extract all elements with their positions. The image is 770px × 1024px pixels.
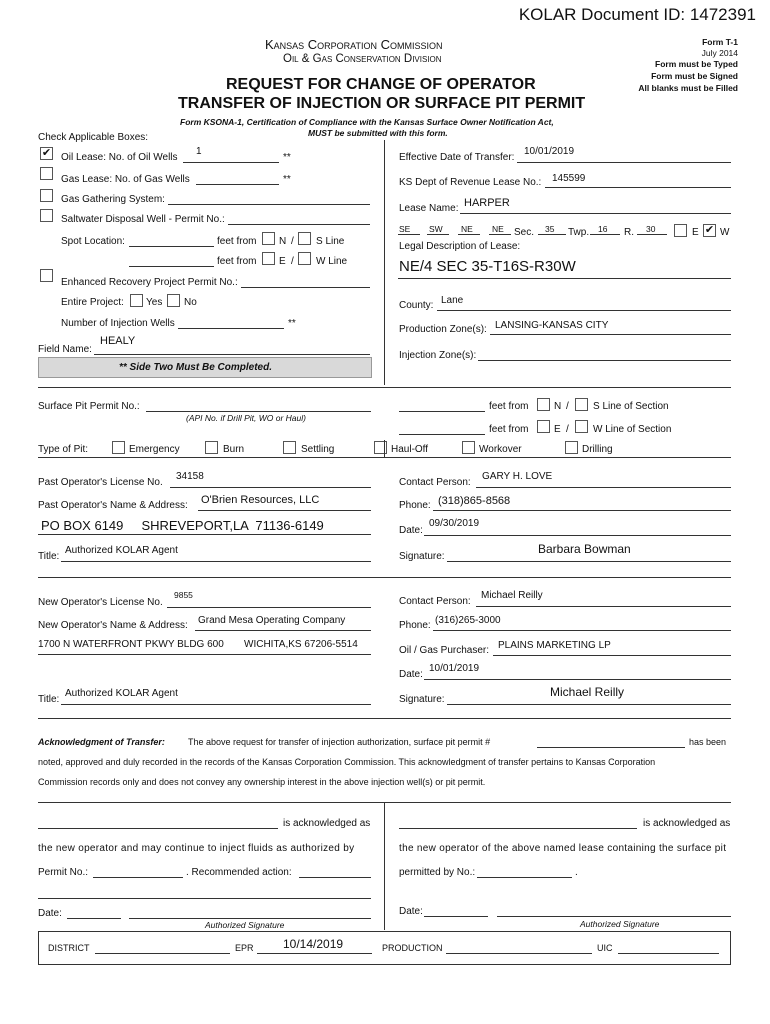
side-two-note: ** Side Two Must Be Completed. (119, 362, 272, 373)
oil-wells-field[interactable] (183, 162, 279, 163)
pit-workover-checkbox[interactable] (462, 441, 475, 454)
division-name: Oil & Gas Conservation Division (283, 53, 442, 65)
slash: / (291, 236, 294, 247)
ack-left-date-field[interactable] (67, 918, 121, 919)
gas-gathering-field[interactable] (168, 204, 370, 205)
new-ack-divider (38, 718, 731, 719)
spot-location-label: Spot Location: (61, 236, 125, 247)
injection-zone-label: Injection Zone(s): (399, 350, 477, 361)
spot-e-checkbox[interactable] (262, 252, 275, 265)
uic-field[interactable] (618, 953, 719, 954)
oil-lease-label: Oil Lease: No. of Oil Wells (61, 152, 178, 163)
pit-ew-feet-field[interactable] (399, 434, 485, 435)
past-name-field[interactable] (198, 510, 371, 511)
pit-e-label: E (554, 424, 561, 435)
pit-burn-checkbox[interactable] (205, 441, 218, 454)
pit-emergency-label: Emergency (129, 444, 180, 455)
effective-date-field[interactable] (517, 162, 731, 163)
gas-lease-checkbox[interactable] (40, 167, 53, 180)
note-filled: All blanks must be Filled (638, 83, 738, 93)
entire-project-no-checkbox[interactable] (167, 294, 180, 307)
slash: / (291, 256, 294, 267)
sec-field[interactable] (538, 234, 566, 235)
county-label: County: (399, 300, 434, 311)
past-license-label: Past Operator's License No. (38, 477, 163, 488)
production-label: PRODUCTION (382, 943, 443, 953)
pit-n-label: N (554, 401, 562, 412)
ack-left-auth-sig: Authorized Signature (205, 920, 285, 930)
new-signature-label: Signature: (399, 694, 445, 705)
ack-left-permit-field[interactable] (93, 877, 183, 878)
pit-drilling-label: Drilling (582, 444, 613, 455)
spot-e-label: E (279, 256, 286, 267)
injection-zone-field[interactable] (478, 360, 731, 361)
new-date-field[interactable] (424, 679, 731, 680)
eor-permit-field[interactable] (241, 287, 370, 288)
pit-w-label: W Line of Section (593, 424, 672, 435)
production-zone-field[interactable] (490, 334, 731, 335)
past-signature-value: Barbara Bowman (538, 542, 631, 556)
agency-name: Kansas Corporation Commission (265, 37, 443, 52)
spot-w-label: W Line (316, 256, 348, 267)
ack-left-recommended: . Recommended action: (186, 867, 292, 878)
new-license-value: 9855 (174, 590, 193, 600)
range-e-label: E (692, 227, 699, 238)
spot-w-checkbox[interactable] (298, 252, 311, 265)
spot-s-checkbox[interactable] (298, 232, 311, 245)
entire-project-no-label: No (184, 297, 197, 308)
past-signature-label: Signature: (399, 551, 445, 562)
new-title-value: Authorized KOLAR Agent (65, 688, 178, 699)
oil-lease-checkbox[interactable]: ✔ (41, 147, 52, 159)
new-date-value: 10/01/2019 (429, 663, 480, 674)
num-injection-wells-asterisks: ** (288, 318, 296, 329)
past-title-field[interactable] (61, 561, 371, 562)
gas-wells-field[interactable] (196, 184, 279, 185)
district-label: DISTRICT (48, 943, 90, 953)
quarter-2: SW (429, 224, 443, 234)
form-subtitle-2: MUST be submitted with this form. (308, 128, 448, 138)
past-title-value: Authorized KOLAR Agent (65, 545, 178, 556)
ack-heading: Acknowledgment of Transfer: (38, 737, 165, 747)
past-license-field[interactable] (170, 487, 371, 488)
ack-left-signature-field[interactable] (129, 918, 371, 919)
spot-ew-feet-from: feet from (217, 256, 257, 267)
past-date-field[interactable] (424, 535, 731, 536)
past-license-value: 34158 (176, 471, 204, 482)
past-title-label: Title: (38, 551, 60, 562)
ack-right-signature-field[interactable] (497, 916, 731, 917)
past-date-value: 09/30/2019 (429, 518, 480, 529)
past-contact-value: GARY H. LOVE (482, 471, 553, 482)
past-contact-field[interactable] (476, 487, 731, 488)
oil-wells-value: 1 (196, 146, 202, 157)
gas-wells-asterisks: ** (283, 174, 291, 185)
pit-workover-label: Workover (479, 444, 522, 455)
swd-label: Saltwater Disposal Well - Permit No.: (61, 214, 225, 225)
spot-n-checkbox[interactable] (262, 232, 275, 245)
new-purchaser-label: Oil / Gas Purchaser: (399, 645, 490, 656)
lease-no-field[interactable] (545, 187, 731, 188)
twp-field[interactable] (590, 234, 620, 235)
past-address-value: PO BOX 6149 SHREVEPORT,LA 71136-6149 (41, 518, 324, 533)
ack-right-permitted-by: permitted by No.: (399, 867, 476, 878)
effective-date-value: 10/01/2019 (524, 146, 575, 157)
past-phone-label: Phone: (399, 500, 431, 511)
quarter-1: SE (399, 224, 411, 234)
oil-wells-asterisks: ** (283, 152, 291, 163)
legal-desc-label: Legal Description of Lease: (399, 241, 521, 252)
pit-s-label: S Line of Section (593, 401, 669, 412)
new-contact-field[interactable] (476, 606, 731, 607)
check-applicable-label: Check Applicable Boxes: (38, 132, 149, 143)
spot-n-label: N (279, 236, 287, 247)
eor-label: Enhanced Recovery Project Permit No.: (61, 277, 238, 288)
eor-checkbox[interactable] (40, 269, 53, 282)
pit-type-divider (384, 440, 385, 458)
ack-right-auth-sig: Authorized Signature (580, 919, 660, 929)
new-address-2: WICHITA,KS 67206-5514 (244, 639, 358, 650)
gas-gathering-label: Gas Gathering System: (61, 194, 165, 205)
pit-api-note: (API No. if Drill Pit, WO or Haul) (186, 413, 306, 423)
pit-burn-label: Burn (223, 444, 245, 455)
pit-permit-field[interactable] (146, 411, 371, 412)
spot-ns-feet-from: feet from (217, 236, 257, 247)
new-phone-field[interactable] (433, 630, 731, 631)
new-address-1: 1700 N WATERFRONT PKWY BLDG 600 (38, 639, 224, 650)
pit-hauloff-label: Haul-Off (391, 444, 429, 455)
num-injection-wells-field[interactable] (178, 328, 284, 329)
twp-label: Twp. (568, 227, 590, 238)
entire-project-yes-checkbox[interactable] (130, 294, 143, 307)
document-id: KOLAR Document ID: 1472391 (518, 5, 756, 24)
gas-lease-label: Gas Lease: No. of Gas Wells (61, 174, 190, 185)
quarter-3-line[interactable] (458, 234, 480, 235)
slash: / (566, 424, 569, 435)
ack-text-1: The above request for transfer of injection authorization, surface pit permit # (188, 737, 491, 747)
past-phone-value: (318)865-8568 (438, 495, 511, 507)
range-field[interactable] (637, 234, 667, 235)
new-contact-label: Contact Person: (399, 596, 471, 607)
form-title-2: TRANSFER OF INJECTION OR SURFACE PIT PERMIT (178, 95, 586, 112)
field-name-value: HEALY (100, 335, 136, 347)
new-title-label: Title: (38, 694, 60, 705)
pit-e-checkbox[interactable] (537, 420, 550, 433)
form-title-1: REQUEST FOR CHANGE OF OPERATOR (226, 76, 536, 93)
note-signed: Form must be Signed (651, 71, 738, 81)
legal-desc-line[interactable] (398, 278, 731, 279)
twp-value: 16 (598, 224, 608, 234)
ack-text-1-end: has been (689, 737, 727, 747)
swd-permit-field[interactable] (228, 224, 370, 225)
past-contact-label: Contact Person: (399, 477, 471, 488)
entire-project-yes-label: Yes (146, 297, 163, 308)
lease-name-value: HARPER (464, 197, 510, 209)
new-phone-value: (316)265-3000 (435, 615, 501, 626)
field-name-label: Field Name: (38, 344, 92, 355)
new-purchaser-value: PLAINS MARKETING LP (498, 640, 611, 651)
new-signature-field[interactable] (447, 704, 731, 705)
form-subtitle-1: Form KSONA-1, Certification of Compliance with the Kansas Surface Owner Notification Act, (180, 117, 554, 127)
new-license-label: New Operator's License No. (38, 597, 163, 608)
section-divider (38, 387, 731, 388)
num-injection-wells-label: Number of Injection Wells (61, 318, 175, 329)
pit-drilling-checkbox[interactable] (565, 441, 578, 454)
range-w-label: W (720, 227, 730, 238)
ack-text-3: Commission records only and does not convey any ownership interest in the above injection well(s) or pit permit. (38, 777, 486, 787)
lease-name-label: Lease Name: (399, 203, 459, 214)
new-date-label: Date: (399, 669, 423, 680)
past-date-label: Date: (399, 525, 423, 536)
pit-permit-label: Surface Pit Permit No.: (38, 401, 140, 412)
lease-name-field[interactable] (460, 213, 731, 214)
ack-text-2: noted, approved and duly recorded in the records of the Kansas Corporation Commission. This acknowledgment of transfer pertains to Kansas Corporation (38, 757, 656, 767)
range-e-checkbox[interactable] (674, 224, 687, 237)
ack-left-action-field[interactable] (299, 877, 371, 878)
past-name-label: Past Operator's Name & Address: (38, 500, 188, 511)
entire-project-label: Entire Project: (61, 297, 124, 308)
lease-no-label: KS Dept of Revenue Lease No.: (399, 177, 542, 188)
lease-no-value: 145599 (552, 173, 586, 184)
county-field[interactable] (437, 310, 731, 311)
district-field[interactable] (95, 953, 230, 954)
epr-field[interactable] (257, 953, 372, 954)
new-title-field[interactable] (61, 704, 371, 705)
new-phone-label: Phone: (399, 620, 431, 631)
note-typed: Form must be Typed (655, 59, 738, 69)
ack-right-permitted-field[interactable] (477, 877, 572, 878)
ack-right-date-field[interactable] (424, 916, 488, 917)
new-signature-value: Michael Reilly (550, 685, 625, 699)
quarter-4: NE (492, 224, 504, 234)
new-purchaser-field[interactable] (493, 655, 731, 656)
ack-right-period: . (575, 867, 578, 878)
effective-date-label: Effective Date of Transfer: (399, 152, 515, 163)
county-value: Lane (441, 295, 464, 306)
sec-label: Sec. (514, 227, 535, 238)
ack-right-date-label: Date: (399, 906, 423, 917)
past-new-divider (38, 577, 731, 578)
past-signature-field[interactable] (447, 561, 731, 562)
pit-settling-label: Settling (301, 444, 335, 455)
ack-pit-permit-field[interactable] (537, 747, 685, 748)
pit-s-checkbox[interactable] (575, 398, 588, 411)
pit-ns-feet-from: feet from (489, 401, 529, 412)
past-phone-field[interactable] (433, 510, 731, 511)
legal-desc-value: NE/4 SEC 35-T16S-R30W (399, 258, 576, 275)
ack-left-operator-field[interactable] (38, 828, 278, 829)
quarter-2-line[interactable] (427, 234, 449, 235)
production-zone-value: LANSING-KANSAS CITY (495, 320, 609, 331)
new-contact-value: Michael Reilly (481, 590, 543, 601)
quarter-4-line[interactable] (489, 234, 511, 235)
spot-ns-feet-field[interactable] (129, 246, 214, 247)
range-label: R. (624, 227, 634, 238)
slash: / (566, 401, 569, 412)
epr-label: EPR (235, 943, 254, 953)
column-divider (384, 140, 385, 385)
production-field[interactable] (446, 953, 592, 954)
pit-ew-feet-from: feet from (489, 424, 529, 435)
ack-grid-middle (384, 802, 385, 930)
pit-w-checkbox[interactable] (575, 420, 588, 433)
ack-right-text: the new operator of the above named lease containing the surface pit (399, 843, 727, 854)
range-w-checkbox[interactable]: ✔ (704, 224, 715, 236)
past-name-value: O'Brien Resources, LLC (201, 494, 320, 506)
form-date: July 2014 (701, 48, 738, 58)
ack-left-date-label: Date: (38, 908, 62, 919)
new-license-field[interactable] (167, 607, 371, 608)
pit-n-checkbox[interactable] (537, 398, 550, 411)
new-name-value: Grand Mesa Operating Company (198, 615, 346, 626)
ack-left-is-ack: is acknowledged as (283, 818, 371, 829)
ack-right-is-ack: is acknowledged as (643, 818, 731, 829)
spot-ew-feet-field[interactable] (129, 266, 214, 267)
field-name-field[interactable] (94, 354, 370, 355)
new-name-label: New Operator's Name & Address: (38, 620, 188, 631)
uic-label: UIC (597, 943, 613, 953)
form-number: Form T-1 (702, 37, 738, 47)
pit-settling-checkbox[interactable] (283, 441, 296, 454)
pit-emergency-checkbox[interactable] (112, 441, 125, 454)
pit-ns-feet-field[interactable] (399, 411, 485, 412)
pit-type-label: Type of Pit: (38, 444, 89, 455)
pit-hauloff-checkbox[interactable] (374, 441, 387, 454)
new-name-field[interactable] (195, 630, 371, 631)
epr-date-value: 10/14/2019 (283, 937, 344, 951)
ack-left-text: the new operator and may continue to inject fluids as authorized by (38, 843, 355, 854)
quarter-3: NE (461, 224, 473, 234)
swd-checkbox[interactable] (40, 209, 53, 222)
gas-gathering-checkbox[interactable] (40, 189, 53, 202)
production-zone-label: Production Zone(s): (399, 324, 487, 335)
new-address-line[interactable] (38, 654, 371, 655)
range-value: 30 (646, 224, 656, 234)
sec-value: 35 (545, 224, 555, 234)
spot-s-label: S Line (316, 236, 345, 247)
ack-left-permit-label: Permit No.: (38, 867, 89, 878)
ack-right-operator-field[interactable] (399, 828, 637, 829)
ack-left-action-field-2[interactable] (38, 898, 371, 899)
past-address-line[interactable] (38, 534, 371, 535)
quarter-1-line[interactable] (398, 234, 420, 235)
